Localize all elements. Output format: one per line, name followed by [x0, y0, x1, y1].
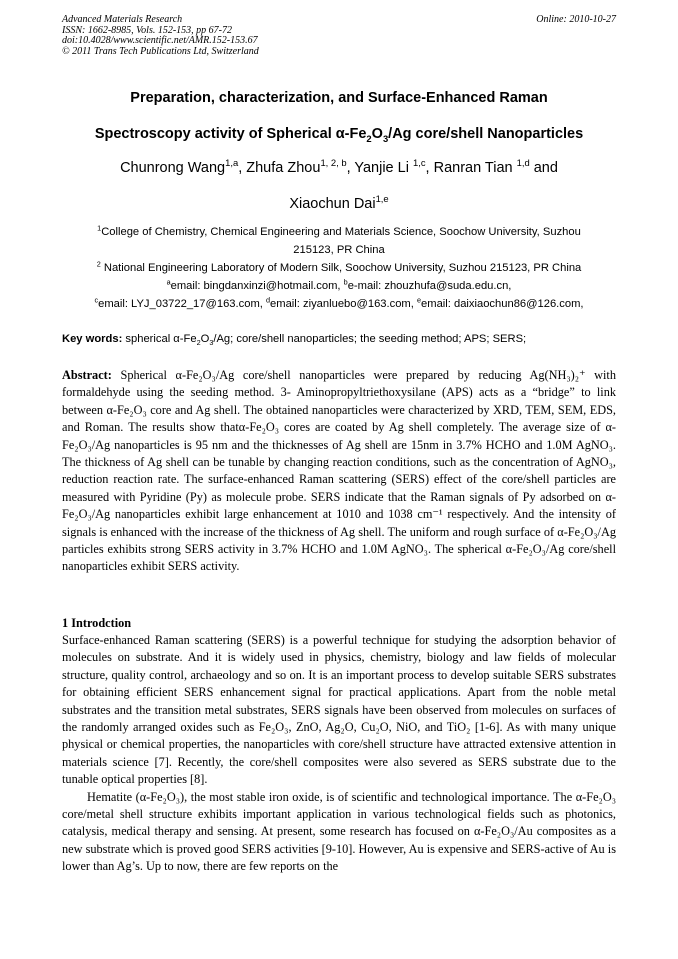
email-line-1: $^a$email: bingdanxinzi@hotmail.com, $^b$e-mail: zhouzhufa@suda.edu.cn,	[166, 277, 512, 292]
section-heading: 1 Introdction	[62, 616, 132, 630]
paper-title-line-2: Spectroscopy activity of Spherical $\alpha-Fe_2O_3/Ag$ core/shell Nanoparticles	[94, 126, 584, 144]
paper-title-line-1: Preparation, characterization, and Surface-Enhanced Raman	[130, 90, 548, 106]
affiliation-2: $^2$ National Engineering Laboratory of Modern Silk, Soochow University, Suzhou 215123, PR China	[96, 259, 582, 274]
author-name: Chunrong Wang	[120, 160, 226, 176]
intro-paragraph-1: Surface-enhanced Raman scattering (SERS) is a powerful technique for studying the adsorption behavior of molecules on substrate. And it is widely used in physics, chemistry, biology and law fields of molecular structure, quality control, archaeology and so on. It is an important process to develop suitable SERS substrates for obtaining efficient SERS enhancement signal for practical applications. Apart from the noble metal substrates and the transition metal substrates, SERS signals have been observed from molecules on surfaces of the randomly arranged oxides such as Fe₂O₃, ZnO, Ag₂O, Cu₂O, NiO, and TiO₂ [1-6]. As with many unique physical or chemical properties, the nanoparticles with core/shell structure have attracted extensive attention in materials science [7]. Recently, the core/shell composites were also severed as SERS substrate due to the tunable optical properties [8].	[62, 633, 616, 787]
abstract-label: Abstract:	[62, 368, 112, 382]
copyright-line: © 2011 Trans Tech Publications Ltd, Switzerland	[62, 45, 259, 57]
author-name: Xiaochun Dai	[289, 196, 376, 212]
author-name: Ranran Tian	[433, 160, 517, 176]
issn-line: ISSN: 1662-8985, Vols. 152-153, pp 67-72	[62, 24, 232, 36]
abstract	[62, 367, 616, 576]
author-name: Yanjie Li	[354, 160, 413, 176]
journal-name: Advanced Materials Research	[62, 14, 183, 25]
author-name: Zhufa Zhou	[246, 160, 321, 176]
email-line-2: $^c$email: LYJ_03722_17@163.com, $^d$email: ziyanluebo@163.com, $^e$email: daixiaochun86@126.com,	[94, 295, 584, 310]
online-date: Online: 2010-10-27	[536, 14, 616, 25]
keywords: Key words: spherical $\alpha-Fe_2O_3/Ag$; core/shell nanoparticles; the seeding method; APS; SERS;	[62, 333, 527, 348]
keywords-label: Key words:	[62, 333, 123, 345]
author-list-line-1: Chunrong Wang$^{1,a}$, Zhufa Zhou$^{1, 2, b}$, Yanjie Li $^{1,c}$, Ranran Tian $^{1,d}$ and	[120, 157, 558, 176]
journal-header	[62, 15, 259, 57]
intro-body	[62, 632, 616, 876]
author-list-line-2: Xiaochun Dai$^{1,e}$	[289, 193, 389, 212]
affiliation-1: $^1$College of Chemistry, Chemical Engineering and Materials Science, Soochow University, Suzhou 215123, PR China	[97, 223, 581, 256]
abstract-text: Spherical α-Fe₂O₃/Ag core/shell nanoparticles were prepared by reducing Ag(NH₃)₂⁺ with formaldehyde using the seeding method. 3- Aminopropyltriethoxysilane (APS) acts as a “bridge” to link between α-Fe₂O₃ core and Ag shell. The obtained nanoparticles were characterized by XRD, TEM, SEM, EDS, and Roman. The results show thatα-Fe₂O₃ cores are coated by Ag shell completely. The average size of α-Fe₂O₃/Ag nanoparticles is 95 nm and the thicknesses of Ag shell are 15nm in 3.7% HCHO and 1.0M AgNO₃. The thickness of Ag shell can be tunable by changing reaction conditions, such as the concentration of AgNO₃, reduction reaction rate. The surface-enhanced Raman scattering (SERS) effect of the core/shell particles are measured with Pyridine (Py) as molecule probe. SERS indicate that the Raman signals of Py adsorbed on α-Fe₂O₃/Ag nanoparticles exhibit large enhancement at 1010 and 1038 cm⁻¹ respectively. And the intensity of signals is enhanced with the increase of the thickness of Ag shell. The uniform and rough surface of α-Fe₂O₃/Ag particles exhibits strong SERS activity in 3.7% HCHO and 1.0M AgNO₃. The spherical α-Fe₂O₃/Ag core/shell nanoparticles exhibit SERS activity.	[62, 368, 616, 574]
intro-paragraph-2: Hematite (α-Fe₂O₃), the most stable iron oxide, is of scientific and technological importance. The α-Fe₂O₃ core/metal shell structure exhibits important application in various technological fields such as photonics, catalysis, medical therapy and sensing. At present, some research has focused on α-Fe₂O₃/Au composites as a new substrate which is proved good SERS activities [9-10]. However, Au is expensive and SERS-active of Au is lower than Ag’s. Up to now, there are few reports on the	[62, 789, 616, 874]
doi-line: doi:10.4028/www.scientific.net/AMR.152-153.67	[62, 35, 258, 47]
